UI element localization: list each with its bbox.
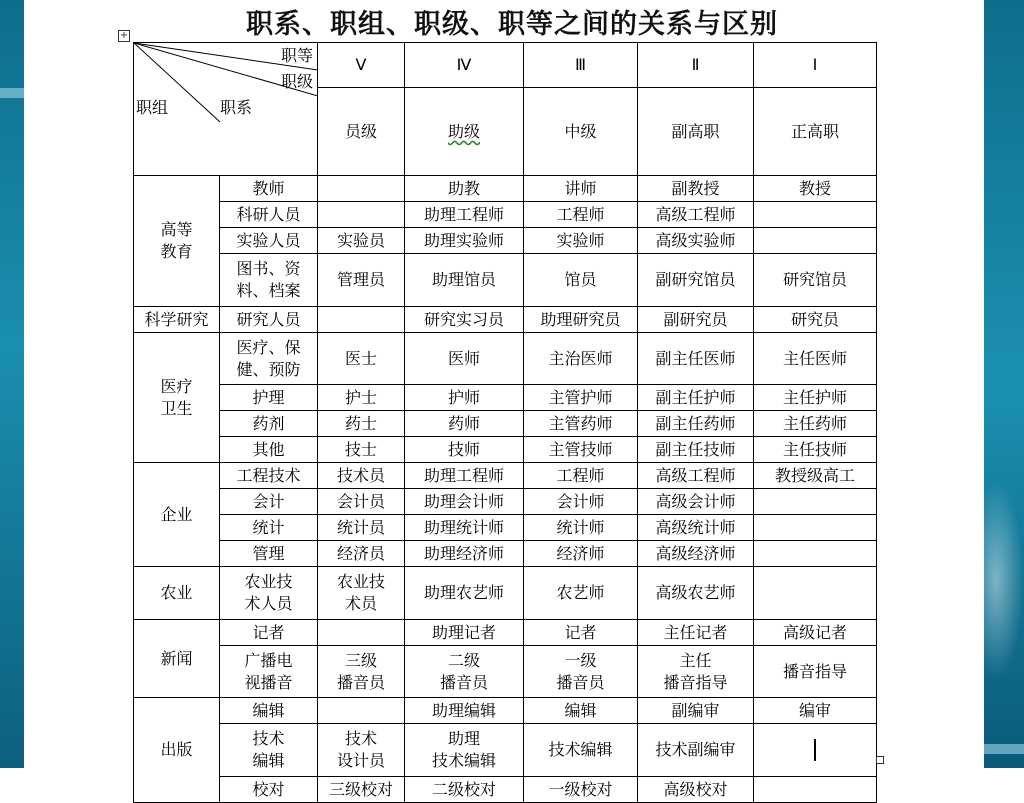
table-row	[134, 411, 877, 437]
level-header-cell: 员级	[318, 88, 405, 176]
title-cell: 副主任药师	[638, 411, 754, 437]
right-decor-stripe	[984, 744, 1024, 754]
title-cell: 编辑	[524, 698, 638, 724]
title-cell: 研究馆员	[754, 254, 877, 307]
title-cell: 副主任技师	[638, 437, 754, 463]
title-cell: 副编审	[638, 698, 754, 724]
title-cell	[754, 567, 877, 620]
title-cell	[318, 176, 405, 202]
series-cell: 校对	[220, 777, 318, 803]
title-cell: 管理员	[318, 254, 405, 307]
title-cell: 主管药师	[524, 411, 638, 437]
title-cell: 主任医师	[754, 333, 877, 385]
title-cell: 高级校对	[638, 777, 754, 803]
corner-header-cell	[134, 43, 318, 176]
title-cell: 农业技 术员	[318, 567, 405, 620]
title-cell: 技术编辑	[524, 724, 638, 777]
title-cell: 三级校对	[318, 777, 405, 803]
title-cell	[754, 228, 877, 254]
table-row	[134, 698, 877, 724]
table-row	[134, 724, 877, 777]
title-cell: 教授	[754, 176, 877, 202]
title-cell: 主管技师	[524, 437, 638, 463]
title-cell: 经济师	[524, 541, 638, 567]
title-cell: 二级 播音员	[405, 646, 524, 698]
table-row	[134, 489, 877, 515]
title-cell	[318, 307, 405, 333]
level-header-cell	[405, 88, 524, 176]
title-cell: 助理会计师	[405, 489, 524, 515]
slide-title: 职系、职组、职级、职等之间的关系与区别	[246, 9, 778, 40]
title-cell: 主治医师	[524, 333, 638, 385]
title-cell: 副研究员	[638, 307, 754, 333]
title-cell: 实验师	[524, 228, 638, 254]
series-cell: 工程技术	[220, 463, 318, 489]
table-row	[134, 646, 877, 698]
title-cell: 技术副编审	[638, 724, 754, 777]
title-cell: 药师	[405, 411, 524, 437]
title-cell	[318, 620, 405, 646]
title-cell: 统计师	[524, 515, 638, 541]
title-cell: 助理研究员	[524, 307, 638, 333]
title-cell	[754, 515, 877, 541]
title-cell: 经济员	[318, 541, 405, 567]
title-cell: 主任记者	[638, 620, 754, 646]
rank-relation-table	[133, 42, 877, 803]
right-decor-wave	[984, 480, 1024, 680]
title-cell: 讲师	[524, 176, 638, 202]
title-cell: 技士	[318, 437, 405, 463]
title-cell: 助理记者	[405, 620, 524, 646]
title-cell: 主任药师	[754, 411, 877, 437]
corner-label-grade: 职等	[280, 46, 313, 65]
title-cell: 实验员	[318, 228, 405, 254]
title-cell: 助理馆员	[405, 254, 524, 307]
title-cell	[754, 724, 877, 777]
title-cell	[318, 698, 405, 724]
table-resize-handle[interactable]	[876, 756, 884, 764]
title-cell: 一级校对	[524, 777, 638, 803]
series-cell: 教师	[220, 176, 318, 202]
table-row	[134, 463, 877, 489]
table-row	[134, 437, 877, 463]
title-cell: 播音指导	[754, 646, 877, 698]
title-cell: 教授级高工	[754, 463, 877, 489]
title-cell: 助理工程师	[405, 463, 524, 489]
group-cell: 新闻	[134, 620, 220, 698]
title-cell: 高级农艺师	[638, 567, 754, 620]
title-cell: 一级 播音员	[524, 646, 638, 698]
title-cell: 高级工程师	[638, 202, 754, 228]
table-row	[134, 202, 877, 228]
group-cell: 高等 教育	[134, 176, 220, 307]
group-cell: 科学研究	[134, 307, 220, 333]
title-cell: 副主任医师	[638, 333, 754, 385]
level-header-cell: 正高职	[754, 88, 877, 176]
title-cell: 二级校对	[405, 777, 524, 803]
title-cell: 副主任护师	[638, 385, 754, 411]
table-row	[134, 777, 877, 803]
title-cell: 助理农艺师	[405, 567, 524, 620]
title-cell: 助理编辑	[405, 698, 524, 724]
title-cell: 护师	[405, 385, 524, 411]
title-cell: 助理实验师	[405, 228, 524, 254]
right-decor-bar	[984, 0, 1024, 768]
title-cell: 高级实验师	[638, 228, 754, 254]
table-row	[134, 228, 877, 254]
level-header-cell: 副高职	[638, 88, 754, 176]
series-cell: 编辑	[220, 698, 318, 724]
title-cell: 主任技师	[754, 437, 877, 463]
table-row	[134, 385, 877, 411]
series-cell: 图书、资 料、档案	[220, 254, 318, 307]
table-row	[134, 176, 877, 202]
table-move-handle-icon[interactable]: +	[119, 30, 129, 41]
title-cell: 主任 播音指导	[638, 646, 754, 698]
title-cell: 高级会计师	[638, 489, 754, 515]
corner-label-level: 职级	[280, 72, 313, 91]
title-cell: 药士	[318, 411, 405, 437]
title-cell: 高级经济师	[638, 541, 754, 567]
table-row	[134, 620, 877, 646]
table-row	[134, 515, 877, 541]
title-cell: 技术员	[318, 463, 405, 489]
grade-header-cell: Ⅲ	[524, 43, 638, 88]
level-header-cell: 中级	[524, 88, 638, 176]
left-decor-stripe	[0, 88, 24, 98]
title-cell: 统计员	[318, 515, 405, 541]
title-cell: 会计员	[318, 489, 405, 515]
table-row	[134, 307, 877, 333]
title-cell: 工程师	[524, 463, 638, 489]
group-cell: 出版	[134, 698, 220, 803]
title-cell: 高级记者	[754, 620, 877, 646]
title-cell	[754, 202, 877, 228]
left-decor-bar	[0, 0, 24, 768]
grade-header-cell: Ⅰ	[754, 43, 877, 88]
title-cell: 医士	[318, 333, 405, 385]
series-cell: 技术 编辑	[220, 724, 318, 777]
series-cell: 会计	[220, 489, 318, 515]
title-cell	[754, 777, 877, 803]
series-cell: 药剂	[220, 411, 318, 437]
title-cell: 农艺师	[524, 567, 638, 620]
series-cell: 广播电 视播音	[220, 646, 318, 698]
table-row	[134, 567, 877, 620]
grade-header-cell: Ⅱ	[638, 43, 754, 88]
title-cell	[754, 541, 877, 567]
corner-label-series: 职系	[220, 98, 253, 117]
corner-label-group: 职组	[136, 98, 169, 117]
text-cursor-icon	[814, 739, 816, 761]
title-cell: 工程师	[524, 202, 638, 228]
group-cell: 农业	[134, 567, 220, 620]
table-row	[134, 333, 877, 385]
title-cell: 副研究馆员	[638, 254, 754, 307]
title-cell	[318, 202, 405, 228]
title-cell: 医师	[405, 333, 524, 385]
series-cell: 其他	[220, 437, 318, 463]
series-cell: 管理	[220, 541, 318, 567]
title-cell: 高级工程师	[638, 463, 754, 489]
title-cell: 技师	[405, 437, 524, 463]
title-cell: 助理工程师	[405, 202, 524, 228]
title-cell: 编审	[754, 698, 877, 724]
grade-header-cell: Ⅴ	[318, 43, 405, 88]
title-cell: 主管护师	[524, 385, 638, 411]
title-cell: 会计师	[524, 489, 638, 515]
title-cell: 主任护师	[754, 385, 877, 411]
title-cell: 研究实习员	[405, 307, 524, 333]
title-cell: 高级统计师	[638, 515, 754, 541]
title-cell: 研究员	[754, 307, 877, 333]
series-cell: 农业技 术人员	[220, 567, 318, 620]
title-cell: 三级 播音员	[318, 646, 405, 698]
series-cell: 医疗、保 健、预防	[220, 333, 318, 385]
title-cell: 馆员	[524, 254, 638, 307]
header-row-grades	[134, 43, 877, 88]
group-cell: 医疗 卫生	[134, 333, 220, 463]
grade-header-cell: Ⅳ	[405, 43, 524, 88]
series-cell: 实验人员	[220, 228, 318, 254]
title-cell: 助理统计师	[405, 515, 524, 541]
title-cell: 助理 技术编辑	[405, 724, 524, 777]
level-header-text: 助级	[447, 121, 480, 141]
title-cell: 助理经济师	[405, 541, 524, 567]
title-cell: 助教	[405, 176, 524, 202]
series-cell: 护理	[220, 385, 318, 411]
table-row	[134, 254, 877, 307]
title-cell	[754, 489, 877, 515]
title-cell: 副教授	[638, 176, 754, 202]
series-cell: 记者	[220, 620, 318, 646]
title-cell: 护士	[318, 385, 405, 411]
series-cell: 科研人员	[220, 202, 318, 228]
table-row	[134, 541, 877, 567]
title-cell: 记者	[524, 620, 638, 646]
series-cell: 研究人员	[220, 307, 318, 333]
title-cell: 技术 设计员	[318, 724, 405, 777]
series-cell: 统计	[220, 515, 318, 541]
group-cell: 企业	[134, 463, 220, 567]
